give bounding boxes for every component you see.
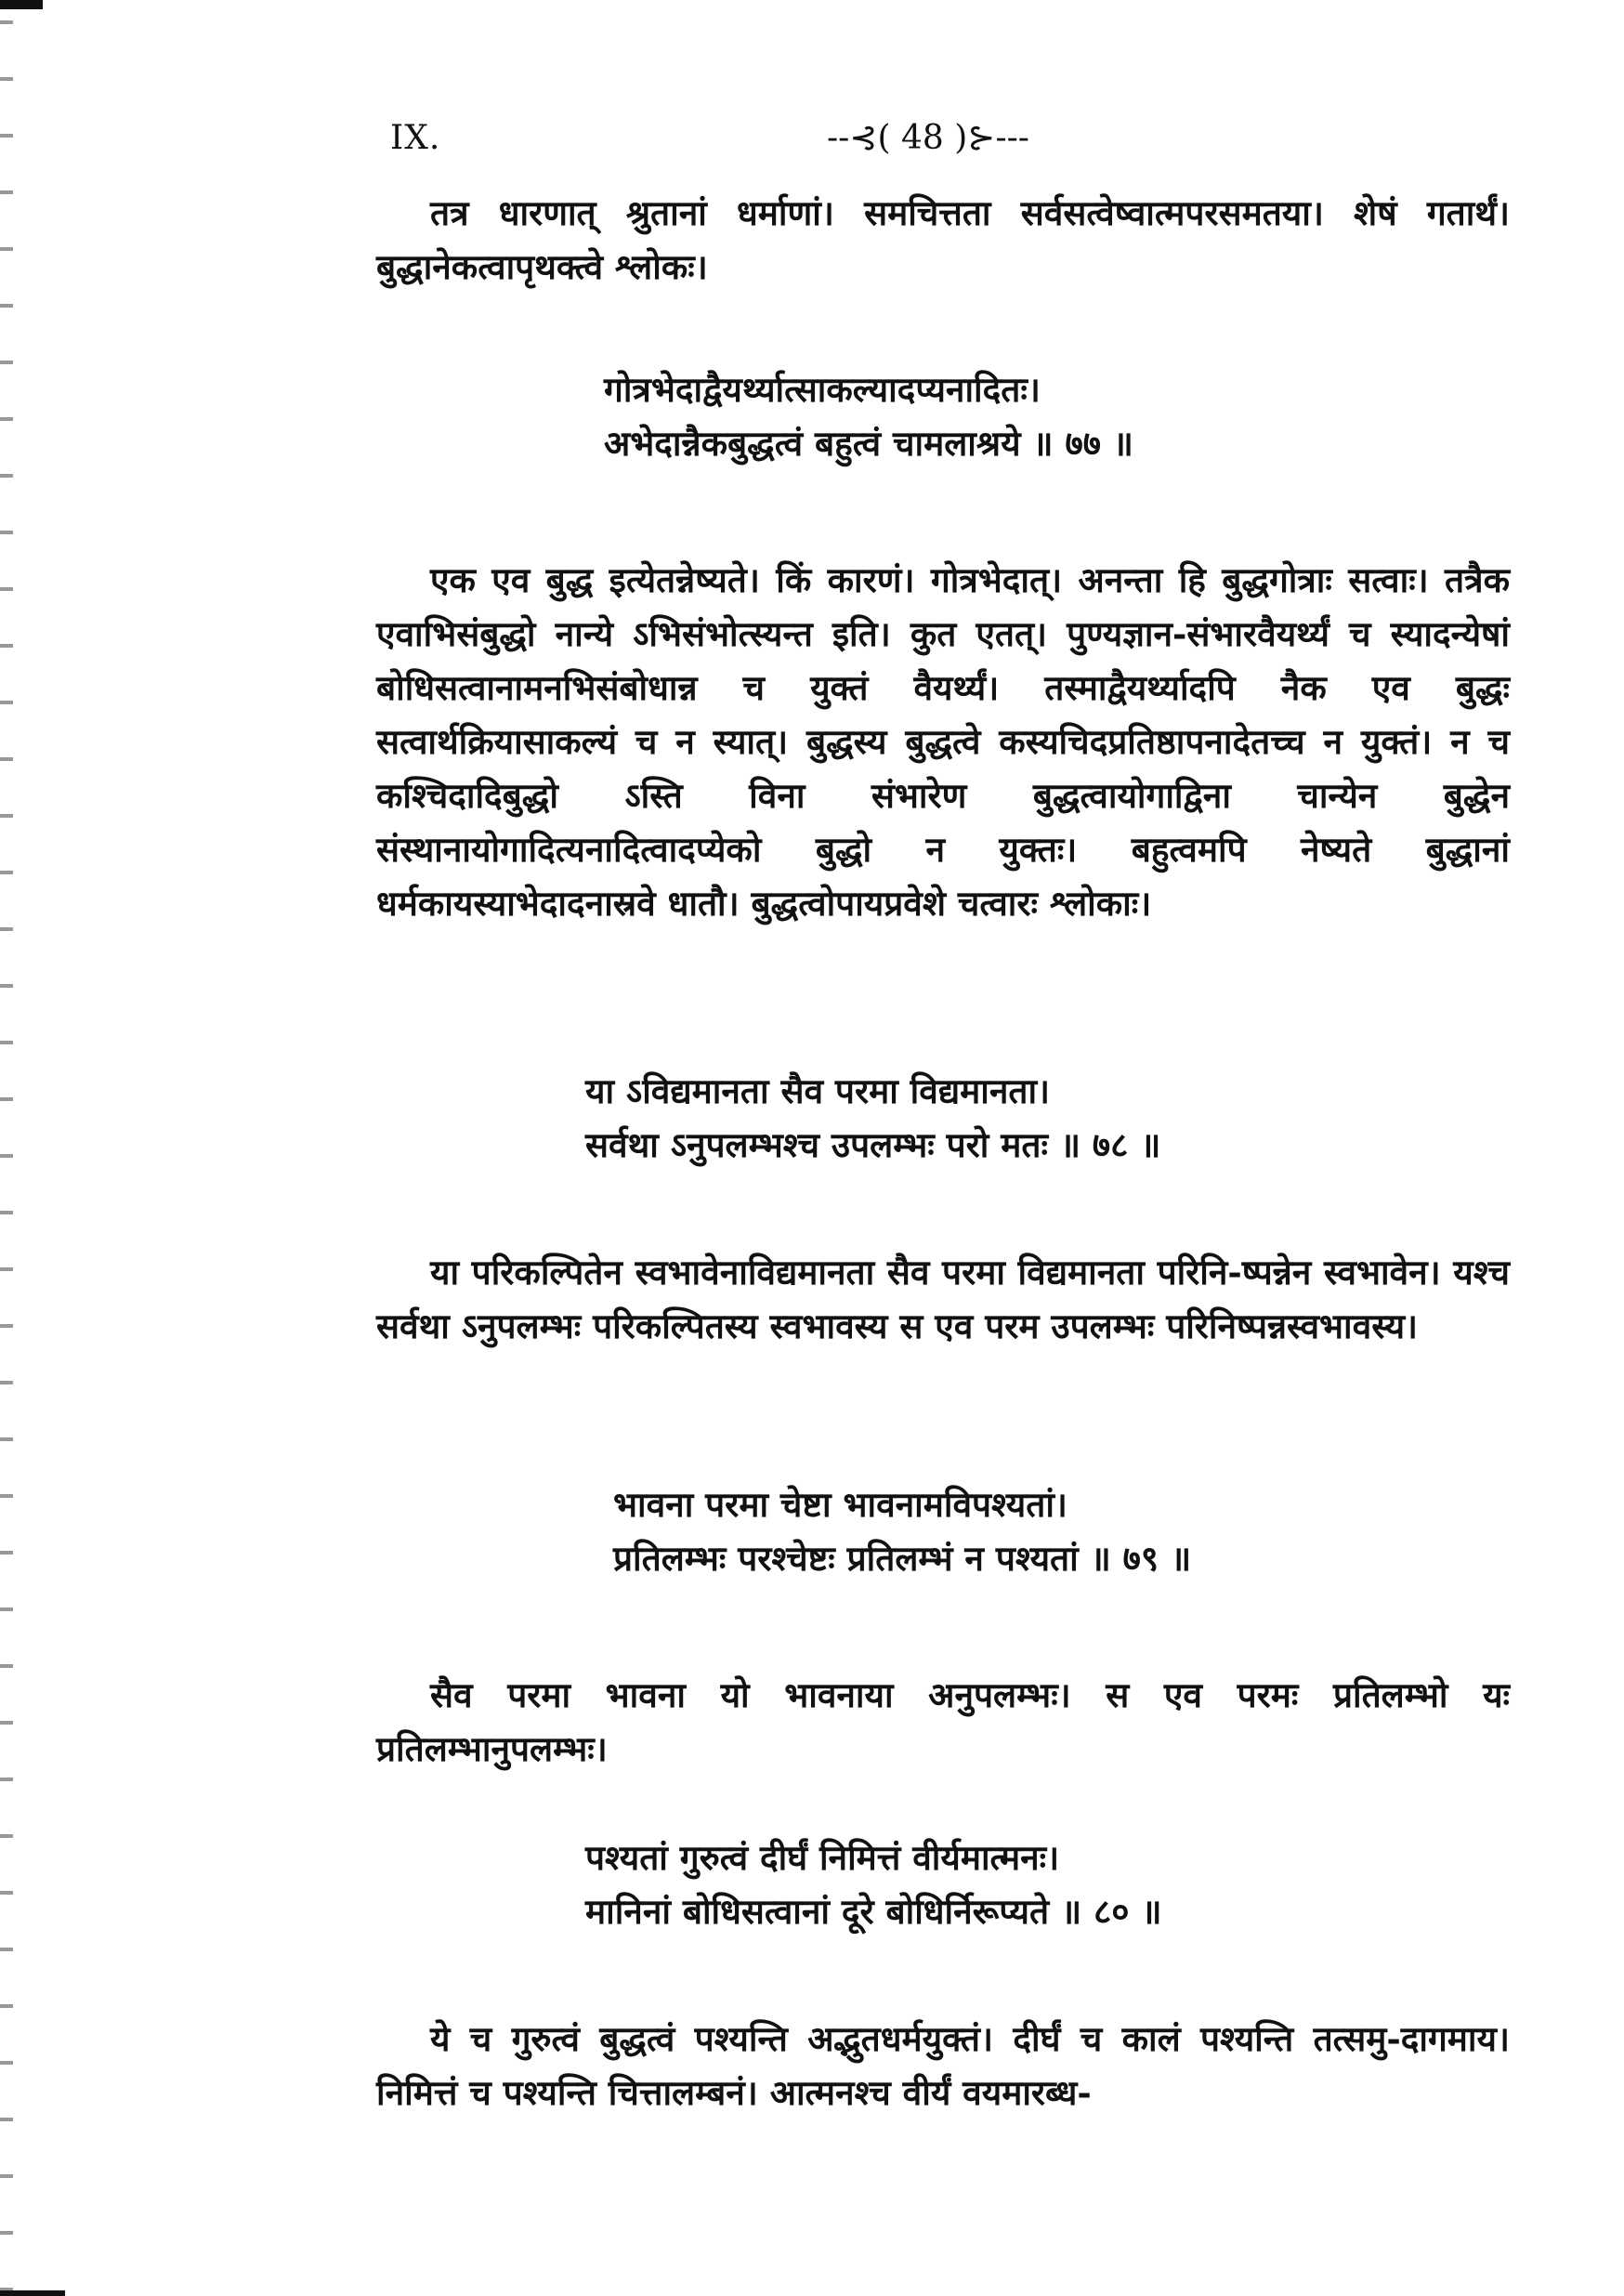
prose-paragraph [376, 2012, 1510, 2119]
verse-77 [604, 362, 1133, 470]
paragraph-text: या परिकल्पितेन स्वभावेनाविद्यमानता सैव परमा विद्यमानता परिनि-ष्पन्नेन स्वभावेन। यश्च सर्वथा ऽनुपलम्भः परिकल्पितस्य स्वभावस्य स एव परम उपलम्भः परिनिष्पन्नस्वभावस्य। [376, 1252, 1510, 1346]
prose-paragraph [376, 1245, 1510, 1353]
verse-78 [585, 1064, 1160, 1172]
paragraph-text: सैव परमा भावना यो भावनाया अनुपलम्भः। स एव परमः प्रतिलम्भो यः प्रतिलम्भानुपलम्भः। [376, 1674, 1510, 1769]
verse-line: मानिनां बोधिसत्वानां दूरे बोधिर्निरूप्यते ॥ ८० ॥ [585, 1891, 1162, 1932]
prose-paragraph [376, 186, 1510, 294]
verse-line: अभेदान्नैकबुद्धत्वं बहुत्वं चामलाश्रये ॥ ७७ ॥ [604, 423, 1133, 464]
prose-paragraph [376, 1668, 1510, 1776]
paragraph-text: एक एव बुद्ध इत्येतन्नेष्यते। किं कारणं। गोत्रभेदात्। अनन्ता हि बुद्धगोत्राः सत्वाः। तत्रैक एवाभिसंबुद्धो नान्ये ऽभिसंभोत्स्यन्त इति। कुत एतत्। पुण्यज्ञान-संभारवैयर्थ्यं च स्यादन्येषां बोधिसत्वानामनभिसंबोधान्न च युक्तं वैयर्थ्यं। तस्माद्वैयर्थ्यादपि नैक एव बुद्धः सत्वार्थक्रियासाकल्यं च न स्यात्। बुद्धस्य बुद्धत्वे कस्यचिदप्रतिष्ठापनादेतच्च न युक्तं। न च कश्चिदादिबुद्धो ऽस्ति विना संभारेण बुद्धत्वायोगाद्विना चान्येन बुद्धेन संस्थानायोगादित्यनादित्वादप्येको बुद्धो न युक्तः। बहुत्वमपि नेष्यते बुद्धानां धर्मकायस्याभेदादनास्रवे धातौ। बुद्धत्वोपायप्रवेशे चत्वारः श्लोकाः। [376, 559, 1510, 924]
verse-line: भावना परमा चेष्टा भावनामविपश्यतां। [613, 1484, 1067, 1525]
verse-79 [613, 1477, 1191, 1585]
verse-80 [585, 1830, 1162, 1938]
verse-line: गोत्रभेदाद्वैयर्थ्यात्साकल्यादप्यनादितः। [604, 369, 1041, 410]
page-number: --⊰( 48 )⊱--- [827, 119, 1029, 157]
binding-edge [0, 0, 13, 2296]
scan-corner-mark [0, 2290, 65, 2296]
paragraph-text: ये च गुरुत्वं बुद्धत्वं पश्यन्ति अद्भुतधर्मयुक्तं। दीर्घं च कालं पश्यन्ति तत्समु-दागमाय। निमित्तं च पश्यन्ति चित्तालम्बनं। आत्मनश्च वीर्यं वयमारब्ध- [376, 2018, 1510, 2113]
verse-line: पश्यतां गुरुत्वं दीर्घं निमित्तं वीर्यमात्मनः। [585, 1837, 1060, 1878]
verse-line: सर्वथा ऽनुपलम्भश्च उपलम्भः परो मतः ॥ ७८ ॥ [585, 1124, 1161, 1165]
verse-line: या ऽविद्यमानता सैव परमा विद्यमानता। [585, 1070, 1051, 1111]
scan-corner-mark [0, 0, 43, 9]
verse-line: प्रतिलम्भः परश्चेष्टः प्रतिलम्भं न पश्यतां ॥ ७९ ॥ [613, 1538, 1192, 1579]
paragraph-text: तत्र धारणात् श्रुतानां धर्माणां। समचित्तता सर्वसत्वेष्वात्मपरसमतया। शेषं गतार्थं। बुद्धानेकत्वापृथक्त्वे श्लोकः। [376, 192, 1510, 287]
page-header [390, 119, 1438, 165]
section-number: IX. [390, 119, 441, 157]
prose-paragraph [376, 553, 1510, 930]
